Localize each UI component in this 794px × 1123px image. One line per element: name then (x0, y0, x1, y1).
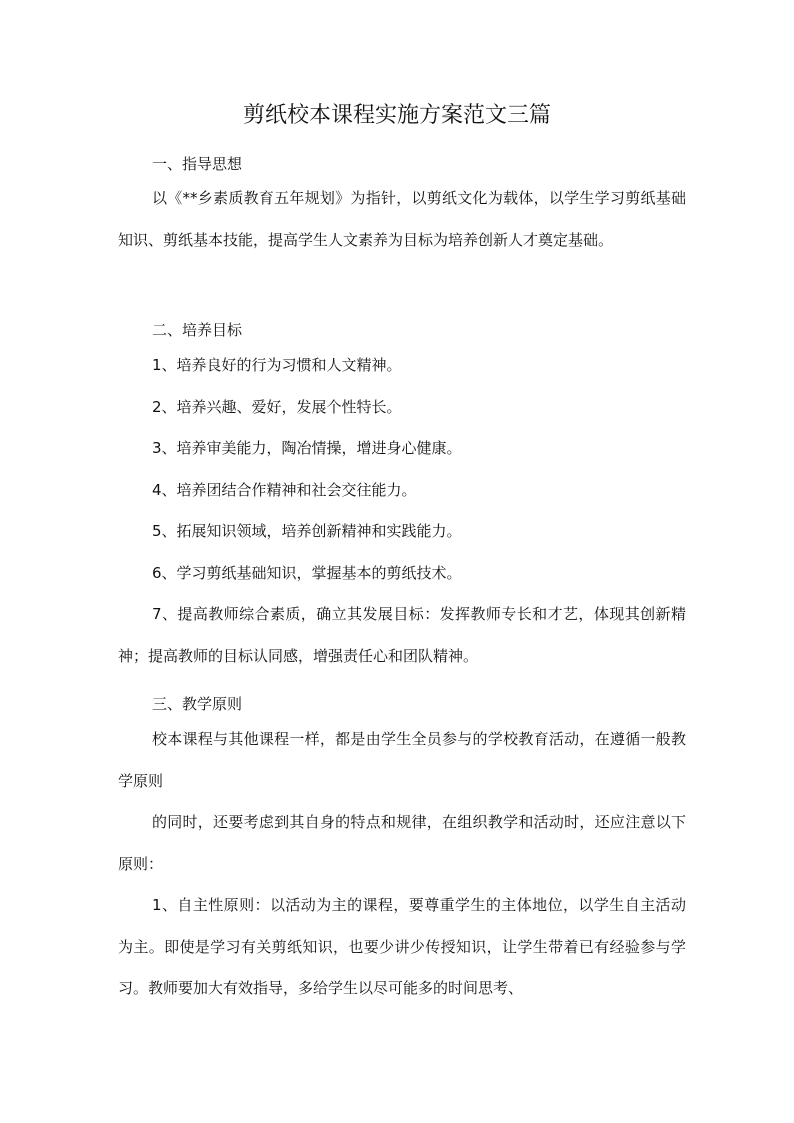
goal-item-6: 6、学习剪纸基础知识，掌握基本的剪纸技术。 (152, 564, 462, 582)
goal-item-3: 3、培养审美能力，陶冶情操，增进身心健康。 (152, 439, 462, 457)
document-title: 剪纸校本课程实施方案范文三篇 (242, 103, 551, 128)
paragraph-principles-continued: 的同时，还要考虑到其自身的特点和规律，在组织教学和活动时，还应注意以下原则： (118, 813, 686, 873)
principle-item-1: 1、自主性原则：以活动为主的课程，要尊重学生的主体地位，以学生自主活动为主。即使是学习有关剪纸知识，也要少讲少传授知识，让学生带着已有经验参与学习。教师要加大有效指导，多给学生以尽可能多的时间思考、 (118, 896, 686, 997)
paragraph-guiding-thought: 以《**乡素质教育五年规划》为指针，以剪纸文化为载体，以学生学习剪纸基础知识、剪纸基本技能，提高学生人文素养为目标为培养创新人才奠定基础。 (118, 189, 686, 249)
goal-item-2: 2、培养兴趣、爱好，发展个性特长。 (152, 398, 402, 416)
goal-item-5: 5、拓展知识领域，培养创新精神和实践能力。 (152, 522, 462, 540)
heading-training-goals: 二、培养目标 (152, 321, 243, 339)
heading-guiding-thought: 一、指导思想 (152, 155, 243, 173)
heading-teaching-principles: 三、教学原则 (152, 695, 243, 713)
goal-item-1: 1、培养良好的行为习惯和人文精神。 (152, 356, 402, 374)
goal-item-7: 7、提高教师综合素质，确立其发展目标：发挥教师专长和才艺，体现其创新精神；提高教师的目标认同感，增强责任心和团队精神。 (118, 605, 686, 665)
paragraph-principles-intro: 校本课程与其他课程一样，都是由学生全员参与的学校教育活动，在遵循一般教学原则 (118, 730, 686, 790)
goal-item-4: 4、培养团结合作精神和社会交往能力。 (152, 481, 417, 499)
